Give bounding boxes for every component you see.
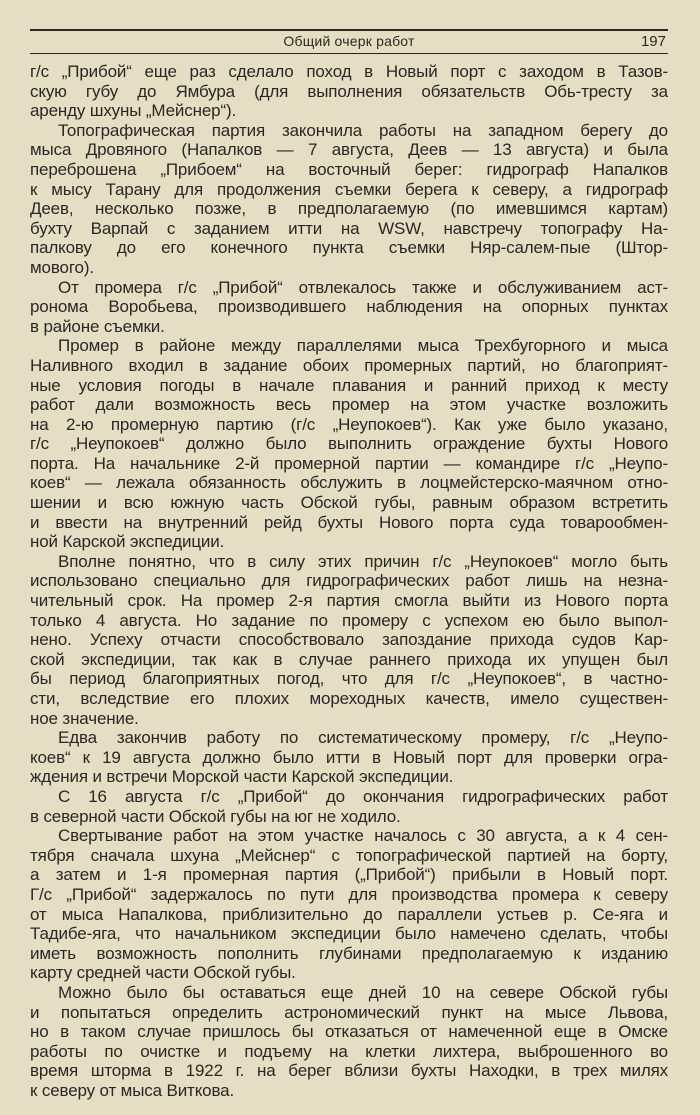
text-line: порта. На начальнике 2-й промерной партии — командире г/с „Неупо- xyxy=(30,453,668,473)
header-title: Общий очерк работ xyxy=(283,33,415,49)
text-line: Деев, несколько позже, в предполагаемую (по имевшимся картам) xyxy=(30,199,668,219)
text-line: карту средней части Обской губы. xyxy=(30,963,296,983)
text-line: г/с „Прибой“ еще раз сделало поход в Новый порт с заходом в Тазов- xyxy=(30,62,668,81)
page-number: 197 xyxy=(640,33,666,50)
text-line: работ дали возможность весь промер на этом участке возложить xyxy=(30,395,668,415)
text-line: ждения и встречи Морской части Карской экспедиции. xyxy=(30,767,454,787)
text-line: чительный срок. На промер 2-я партия смогла выйти из Нового порта xyxy=(30,591,668,611)
text-line: Вполне понятно, что в силу этих причин г/с „Неупокоев“ могло быть xyxy=(58,551,668,571)
paragraph xyxy=(30,787,668,826)
text-line: скую губу до Ямбура (для выполнения обязательств Обь-тресту за xyxy=(30,81,668,101)
text-line: коев“ — лежала обязанность обслужить в лоцмейстерско-маячном отно- xyxy=(30,473,668,493)
text-line: Г/с „Прибой“ задержалось по пути для производства промера к северу xyxy=(30,884,668,904)
text-line: ной Карской экспедиции. xyxy=(30,532,225,552)
text-line: С 16 августа г/с „Прибой“ до окончания гидрографических работ xyxy=(58,786,668,806)
text-line: только 4 августа. Но задание по промеру с успехом ею было выпол- xyxy=(30,610,668,630)
text-line: Промер в районе между параллелями мыса Трехбугорного и мыса xyxy=(58,336,668,356)
text-line: мыса Дровяного (Напалков — 7 августа, Деев — 13 августа) и была xyxy=(30,140,668,160)
paragraph xyxy=(30,336,668,552)
paragraph xyxy=(30,62,668,121)
text-line: тября сначала шхуна „Мейснер“ с топографической партией на борту, xyxy=(30,845,668,865)
text-line: ронома Воробьева, производившего наблюдения на опорных пунктах xyxy=(30,297,668,317)
text-line: аренду шхуны „Мейснер“). xyxy=(30,101,237,121)
text-line: сти, вследствие его плохих мореходных качеств, имело существен- xyxy=(30,689,668,708)
paragraph xyxy=(30,826,668,983)
text-line: переброшена „Прибоем“ на восточный берег: гидрограф Напалков xyxy=(30,159,668,179)
text-line: но в таком случае пришлось бы отказаться от намеченной еще в Омске xyxy=(30,1022,668,1042)
text-line: использовано специально для гидрографических работ лишь на незна- xyxy=(30,571,668,591)
paragraph xyxy=(30,121,668,278)
running-header xyxy=(30,29,668,54)
text-line: ской экспедиции, так как в случае раннего прихода их упущен был xyxy=(30,649,668,669)
text-line: нено. Успеху отчасти способствовало запоздание прихода судов Кар- xyxy=(30,630,668,650)
text-line: ное значение. xyxy=(30,708,139,728)
paragraph xyxy=(30,278,668,337)
text-line: от мыса Напалкова, приблизительно до параллели устьев р. Се-яга и xyxy=(30,904,668,924)
paragraph xyxy=(30,983,668,1101)
text-line: к мысу Тарану для продолжения съемки берега к северу, а гидрограф xyxy=(30,179,668,199)
text-line: на 2-ю промерную партию (г/с „Неупокоев“). Как уже было указано, xyxy=(30,414,668,434)
paragraph xyxy=(30,552,668,728)
text-line: ные условия погоды в начале плавания и ранний приход к месту xyxy=(30,375,668,395)
text-line: коев“ к 19 августа должно было итти в Новый порт для проверки огра- xyxy=(30,747,668,767)
text-line: Едва закончив работу по систематическому промеру, г/с „Неупо- xyxy=(58,728,668,748)
text-line: Топографическая партия закончила работы на западном берегу до xyxy=(58,120,668,140)
text-line: к северу от мыса Виткова. xyxy=(30,1080,235,1100)
text-line: и попытаться определить астрономический пункт на мысе Львова, xyxy=(30,1002,668,1022)
text-line: мового). xyxy=(30,257,94,277)
text-line: бы период благоприятных погод, что для г/с „Неупокоев“, в частно- xyxy=(30,669,668,689)
text-line: палкову до его конечного пункта съемки Няр-салем-пые (Штор- xyxy=(30,238,668,258)
text-line: Можно было бы оставаться еще дней 10 на севере Обской губы xyxy=(58,982,668,1002)
text-line: в северной части Обской губы на юг не ходило. xyxy=(30,806,401,826)
text-line: иметь возможность пополнить глубинами предполагаемую к изданию xyxy=(30,943,668,963)
text-line: время шторма в 1922 г. на берег вблизи бухты Находки, в трех милях xyxy=(30,1061,668,1081)
text-line: Тадибе-яга, что начальником экспедиции было намечено сделать, чтобы xyxy=(30,924,668,944)
text-line: бухту Варпай с заданием итти на WSW, навстречу топографу На- xyxy=(30,218,668,238)
text-line: а затем и 1-я промерная партия („Прибой“) прибыли в Новый порт. xyxy=(30,865,668,885)
text-line: и ввести на внутренний рейд бухты Нового порта суда товарообмен- xyxy=(30,512,668,532)
paragraph xyxy=(30,728,668,787)
text-line: в районе съемки. xyxy=(30,316,165,336)
text-line: От промера г/с „Прибой“ отвлекалось также и обслуживанием аст- xyxy=(58,277,668,297)
text-line: работы по очистке и подъему на клетки лихтера, выброшенного во xyxy=(30,1041,668,1061)
text-line: Наливного входил в задание обоих промерных партий, но благоприят- xyxy=(30,355,668,375)
text-line: Свертывание работ на этом участке началось с 30 августа, а к 4 сен- xyxy=(58,826,668,846)
text-line: шении и всю южную часть Обской губы, равным образом встретить xyxy=(30,493,668,513)
body-text xyxy=(30,62,668,1100)
text-line: г/с „Неупокоев“ должно было выполнить ограждение бухты Нового xyxy=(30,434,668,454)
